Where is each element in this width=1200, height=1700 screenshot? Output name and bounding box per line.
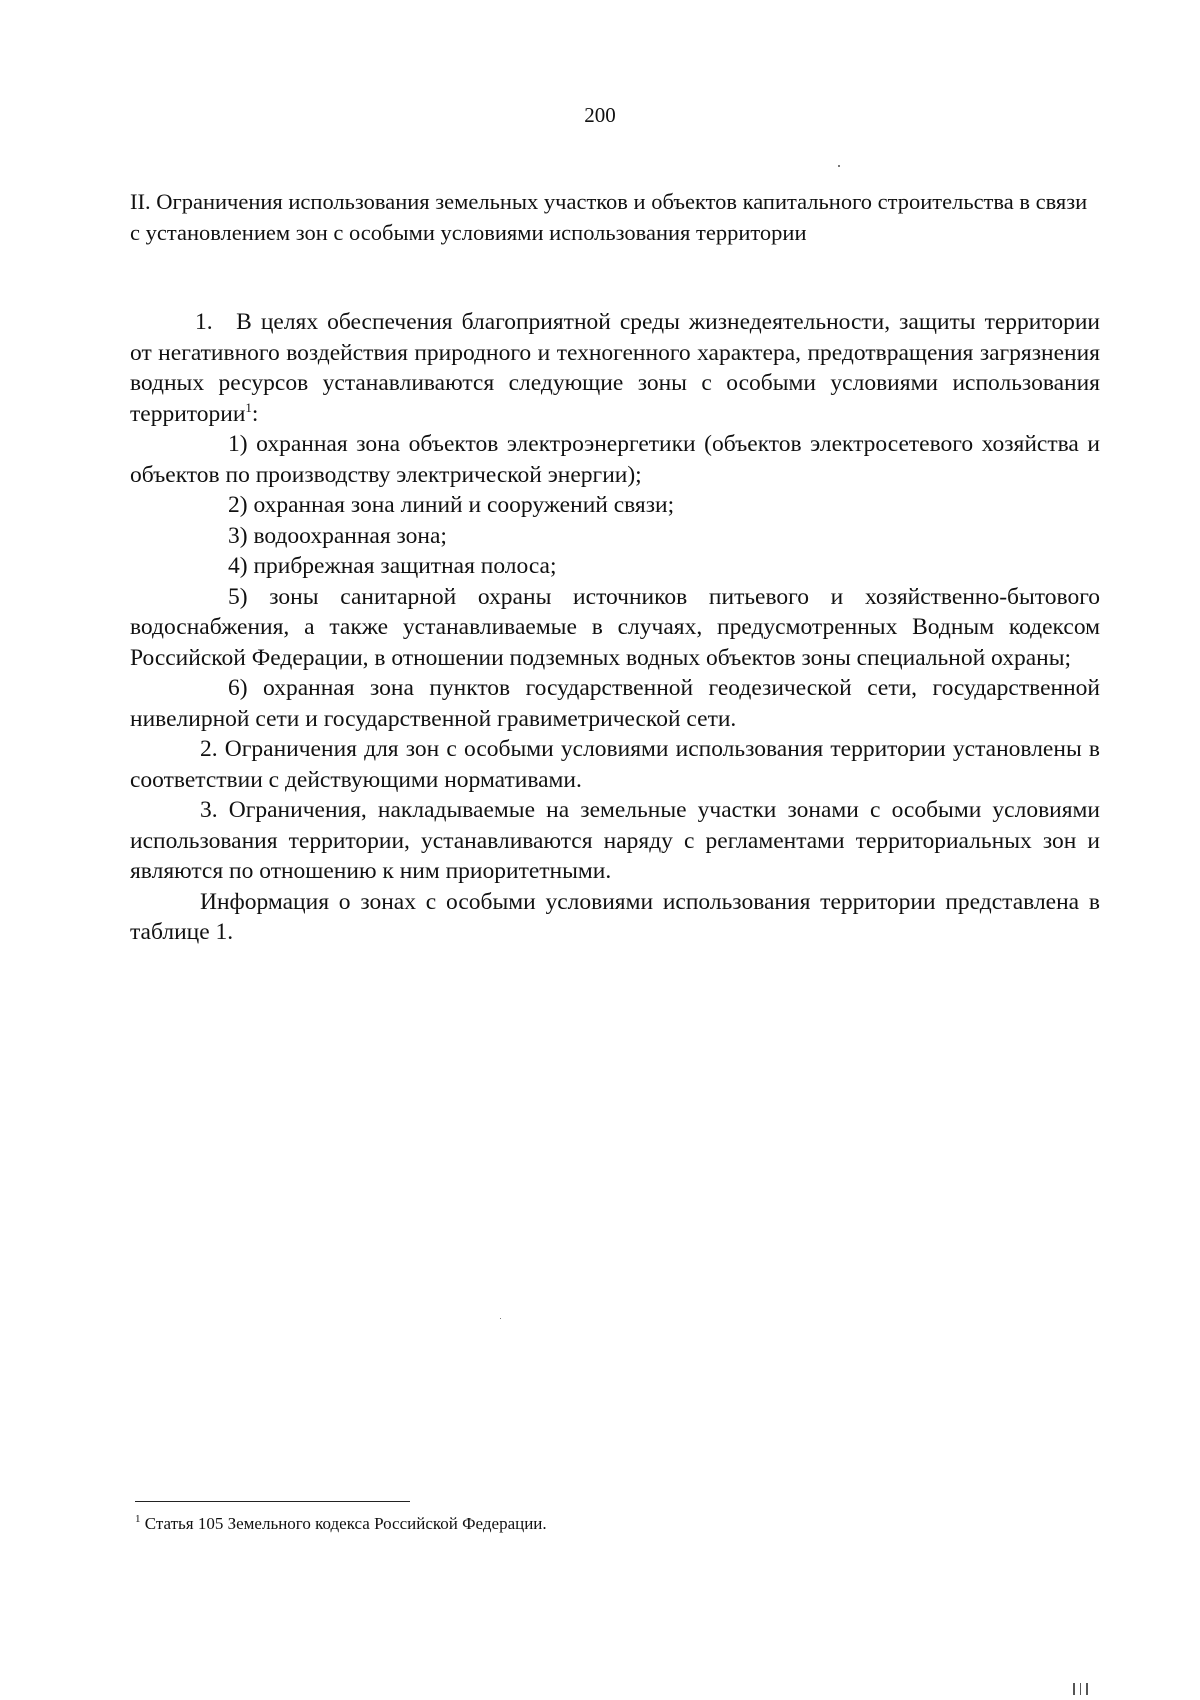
zone-item-3: 3) водоохранная зона; <box>228 522 447 549</box>
scan-speck <box>838 165 840 167</box>
zone-item-6: 6) охранная зона пунктов государственной геодезической сети, государственной нивелирной сети и государственной гравиметрической сети. <box>130 675 1100 732</box>
page-number: 200 <box>584 103 616 127</box>
paragraph-4: Информация о зонах с особыми условиями использования территории представлена в таблице 1. <box>130 888 1100 945</box>
paragraph-1 <box>130 307 1100 429</box>
paragraph-1-tail: : <box>251 400 259 427</box>
scan-speck <box>500 1318 501 1319</box>
document-body <box>130 307 1100 948</box>
footnote <box>135 1514 547 1534</box>
paragraph-2: 2. Ограничения для зон с особыми условиями использования территории установлены в соответствии с действующими нормативами. <box>130 736 1100 793</box>
footnote-marker: 1 <box>135 1513 141 1525</box>
section-heading: II. Ограничения использования земельных участков и объектов капитального строительства в связи с установлением зон с особыми условиями использования территории <box>130 189 1088 245</box>
zone-item-4: 4) прибрежная защитная полоса; <box>228 553 557 579</box>
footnote-divider <box>135 1501 410 1502</box>
footnote-text: Статья 105 Земельного кодекса Российской Федерации. <box>144 1514 547 1533</box>
zone-item-2: 2) охранная зона линий и сооружений связи; <box>228 492 675 518</box>
paragraph-1-text: 1. В целях обеспечения благоприятной среды жизнедеятельности, защиты территории от негативного воздействия природного и техногенного характера, предотвращения загрязнения водных ресурсов устанавливаются следующие зоны с особыми условиями использования территории <box>130 309 1100 427</box>
footnote-reference: 1 <box>245 399 252 415</box>
zone-item-5: 5) зоны санитарной охраны источников питьевого и хозяйственно-бытового водоснабжения, а также устанавливаемые в случаях, предусмотренных Водным кодексом Российской Федерации, в отношении подземных водных объектов зоны специальной охраны; <box>130 583 1100 671</box>
zone-item-1: 1) охранная зона объектов электроэнергетики (объектов электросетевого хозяйства и объектов по производству электрической энергии); <box>130 431 1100 488</box>
scan-edge-mark <box>1073 1682 1097 1696</box>
paragraph-3: 3. Ограничения, накладываемые на земельные участки зонами с особыми условиями использования территории, устанавливаются наряду с регламентами территориальных зон и являются по отношению к ним приоритетными. <box>130 797 1100 884</box>
